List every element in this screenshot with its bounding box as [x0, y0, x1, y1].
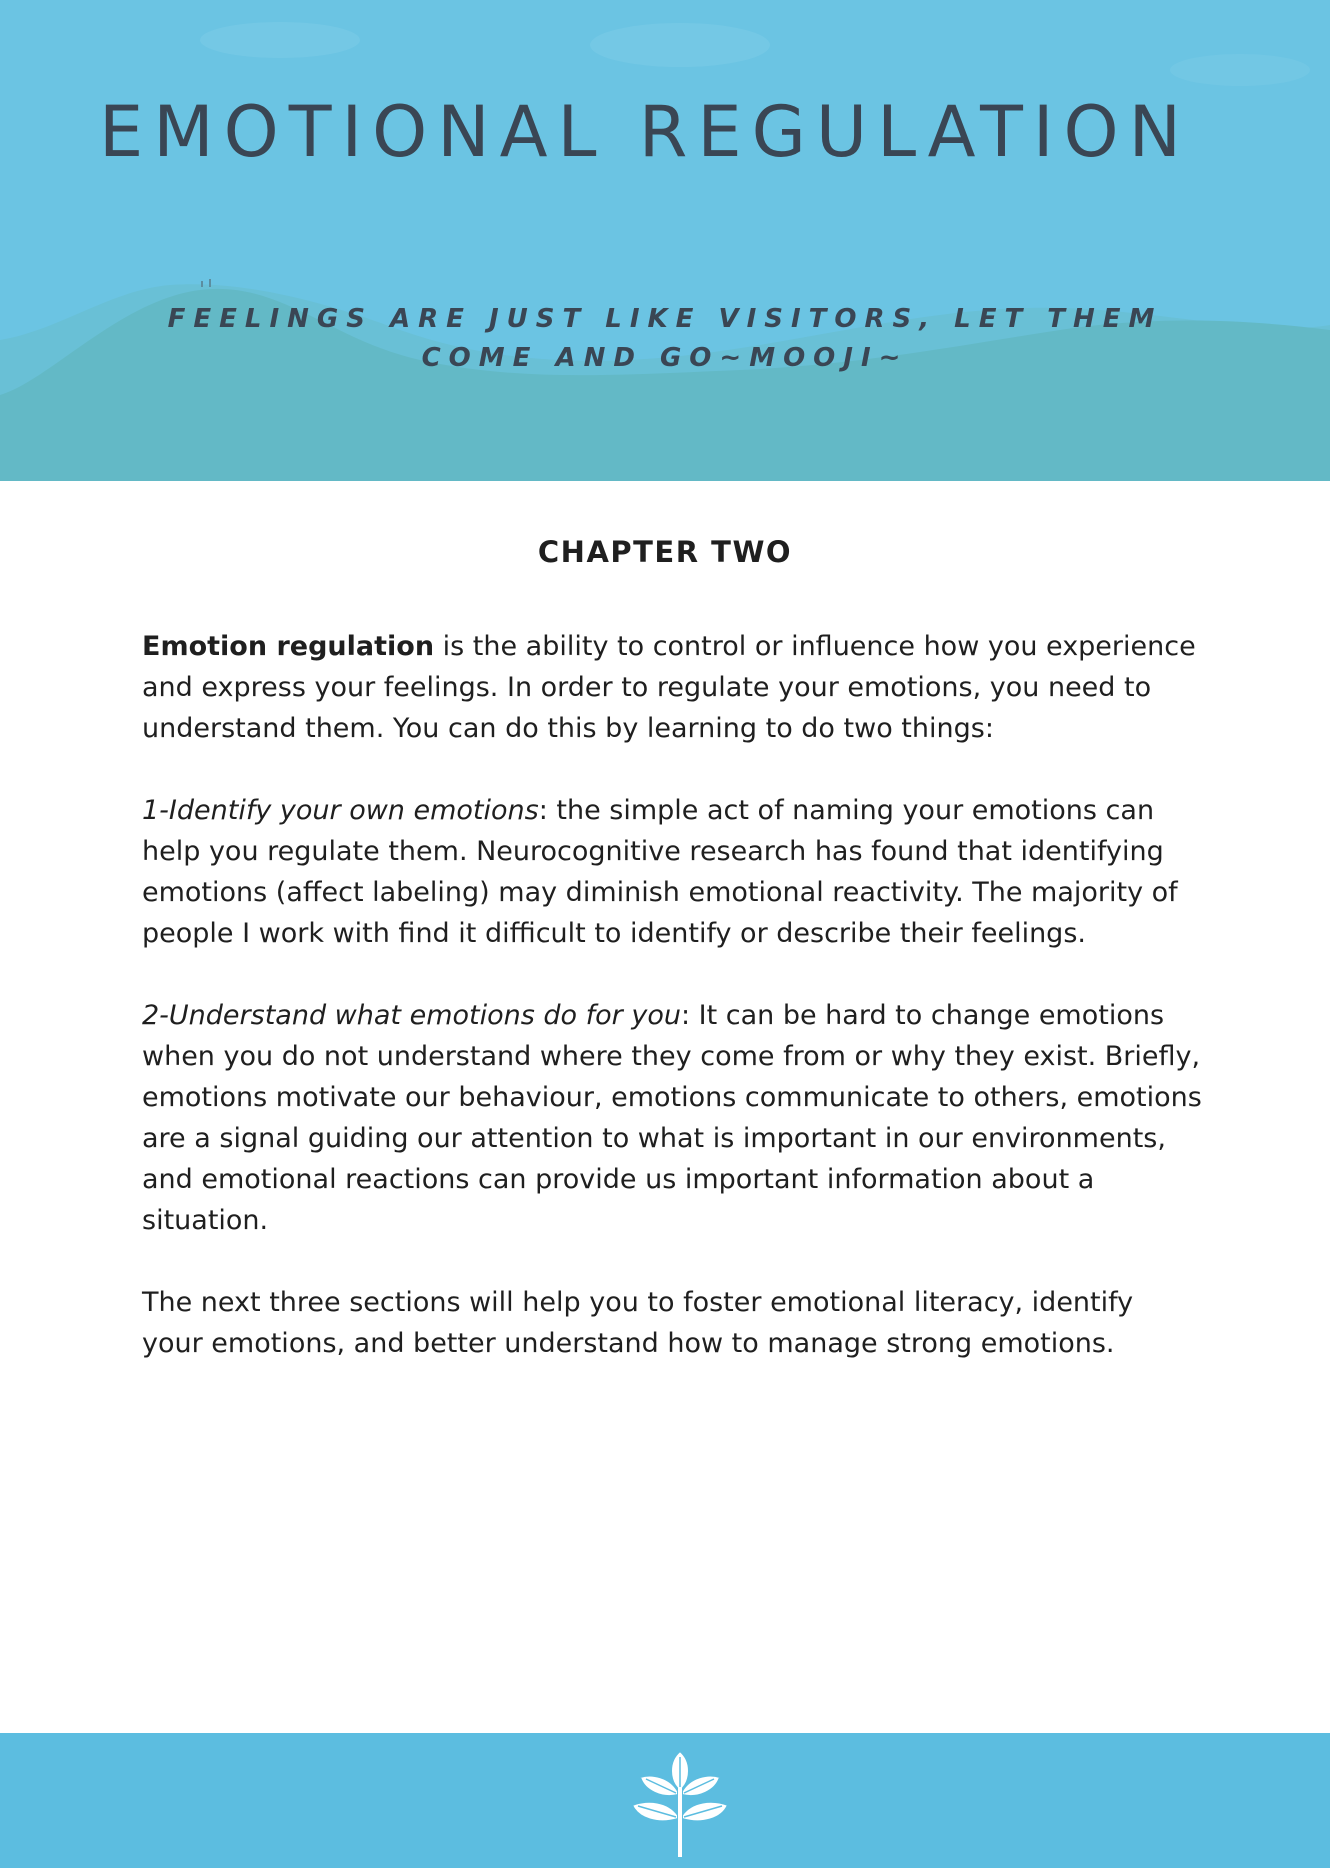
paragraph-4-text: The next three sections will help you to foster emotional literacy, identify your emotions, and better understand how to manage strong emotions.	[142, 1287, 1134, 1359]
paragraph-1-text: is the ability to control or influence how you experience and express your feelings. In order to regulate your emotions, you need to understand them. You can do this by learning to do two things:	[142, 631, 1196, 744]
paragraph-3	[142, 995, 1202, 1241]
quote	[150, 300, 1180, 378]
paragraph-2	[142, 790, 1202, 954]
paragraph-3-text: : It can be hard to change emotions when you do not understand where they come from or why they exist. Briefly, emotions motivate our behaviour, emotions communicate to others, emotions are a signal guiding our attention to what is important in our environments, and emotional reactions can provide us important information about a situation.	[142, 1000, 1202, 1236]
bold-term: Emotion regulation	[142, 631, 435, 662]
hills-background	[0, 0, 1330, 481]
footer-bar	[0, 1733, 1330, 1868]
page-title: EMOTIONAL REGULATION	[99, 91, 1191, 173]
body-text	[142, 626, 1202, 1405]
italic-term-2: 2-Understand what emotions do for you	[142, 1000, 681, 1031]
header-banner	[0, 0, 1330, 481]
quote-line-2: COME AND GO~MOOJI~	[421, 343, 909, 373]
paragraph-2-text: : the simple act of naming your emotions can help you regulate them. Neurocognitive research has found that identifying emotions (affect labeling) may diminish emotional reactivity. The majority of people I work with find it difficult to identify or describe their feelings.	[142, 795, 1178, 949]
quote-line-1: FEELINGS ARE JUST LIKE VISITORS, LET THEM	[167, 304, 1163, 334]
paragraph-1	[142, 626, 1202, 749]
italic-term-1: 1-Identify your own emotions	[142, 795, 539, 826]
paragraph-4	[142, 1282, 1202, 1364]
chapter-heading: CHAPTER TWO	[537, 535, 793, 569]
leaf-sprout-icon	[620, 1747, 740, 1859]
